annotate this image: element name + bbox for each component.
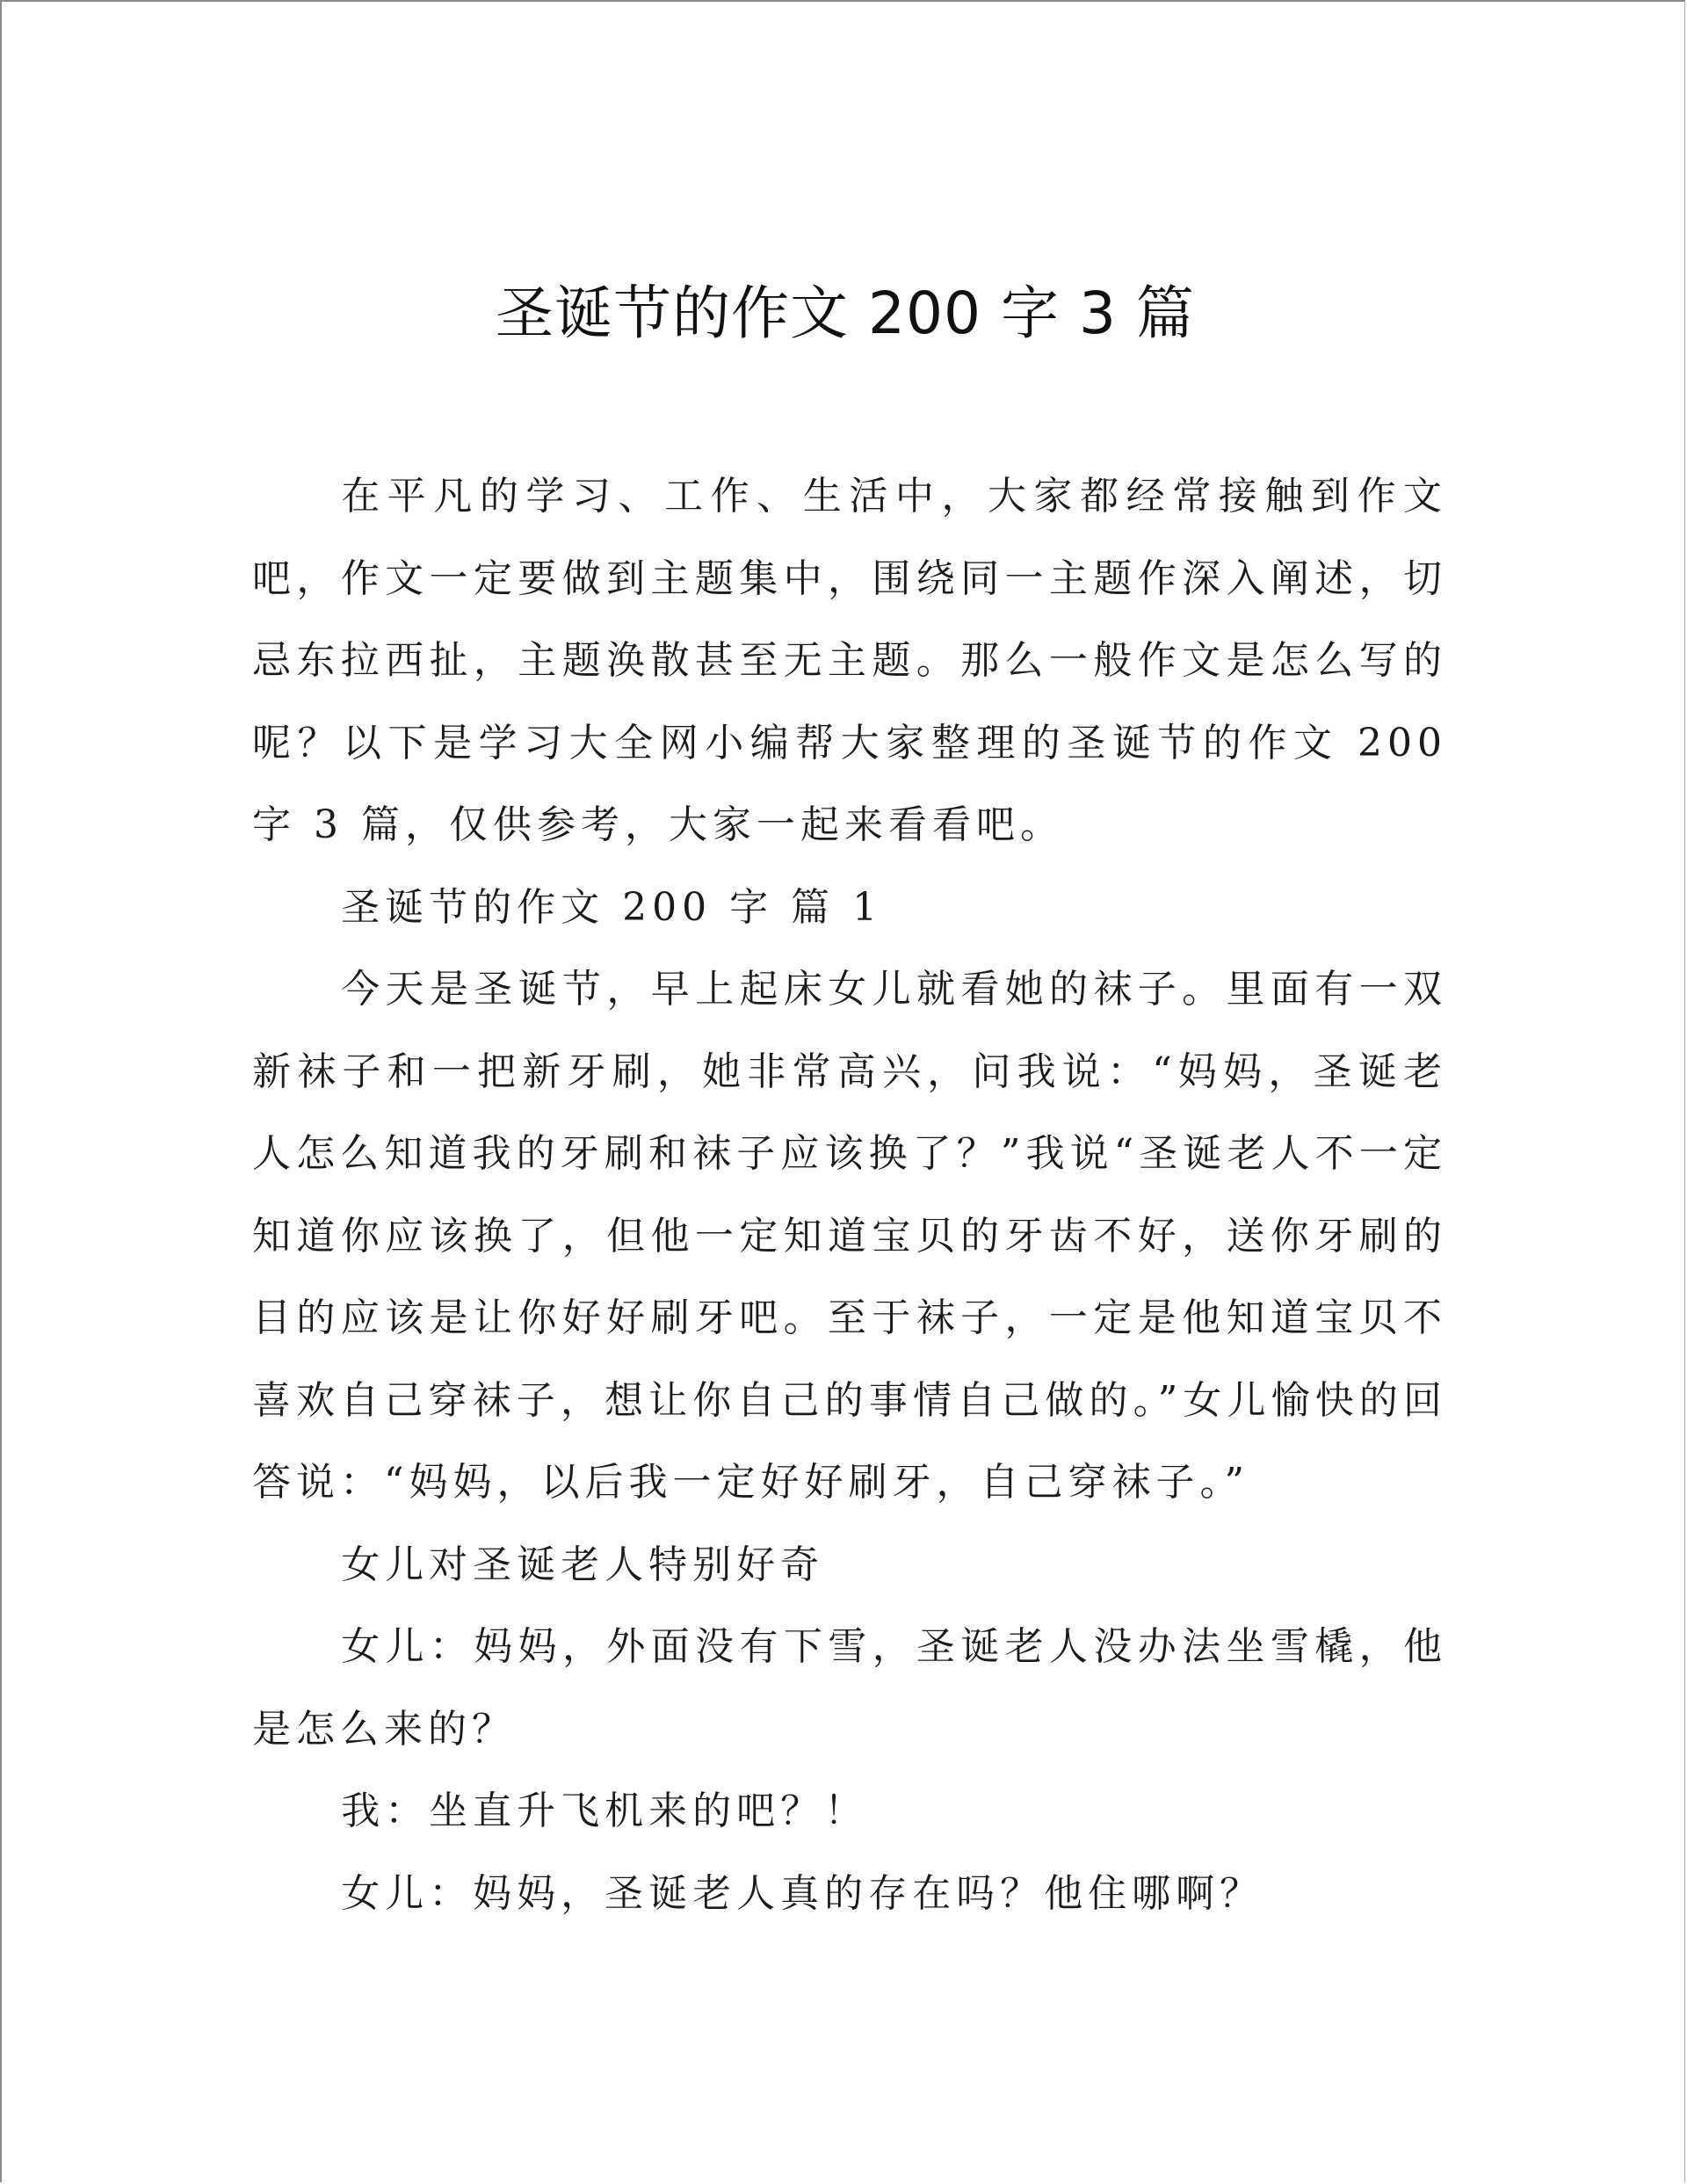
document-body [252, 455, 1447, 1934]
dialogue-line: 女儿：妈妈，外面没有下雪，圣诞老人没办法坐雪橇，他是怎么来的？ [252, 1624, 1447, 1752]
section-heading: 圣诞节的作文 200 字 篇 1 [341, 884, 883, 930]
paragraph-curious: 女儿对圣诞老人特别好奇 [341, 1542, 825, 1587]
dialogue-line: 我：坐直升飞机来的吧？！ [341, 1789, 869, 1833]
dialogue-line: 女儿：妈妈，圣诞老人真的存在吗？他住哪啊？ [341, 1870, 1264, 1916]
document-title: 圣诞节的作文 200 字 3 篇 [496, 279, 1195, 347]
paragraph-story: 今天是圣诞节，早上起床女儿就看她的袜子。里面有一双新袜子和一把新牙刷，她非常高兴，问我说：“妈妈，圣诞老人怎么知道我的牙刷和袜子应该换了？”我说“圣诞老人不一定知道你应该换了，但他一定知道宝贝的牙齿不好，送你牙刷的目的应该是让你好好刷牙吧。至于袜子，一定是他知道宝贝不喜欢自己穿袜子，想让你自己的事情自己做的。”女儿愉快的回答说：“妈妈，以后我一定好好刷牙，自己穿袜子。” [252, 967, 1447, 1505]
paragraph-intro: 在平凡的学习、工作、生活中，大家都经常接触到作文吧，作文一定要做到主题集中，围绕同一主题作深入阐述，切忌东拉西扯，主题涣散甚至无主题。那么一般作文是怎么写的呢？以下是学习大全网小编帮大家整理的圣诞节的作文 200 字 3 篇，仅供参考，大家一起来看看吧。 [252, 474, 1447, 847]
